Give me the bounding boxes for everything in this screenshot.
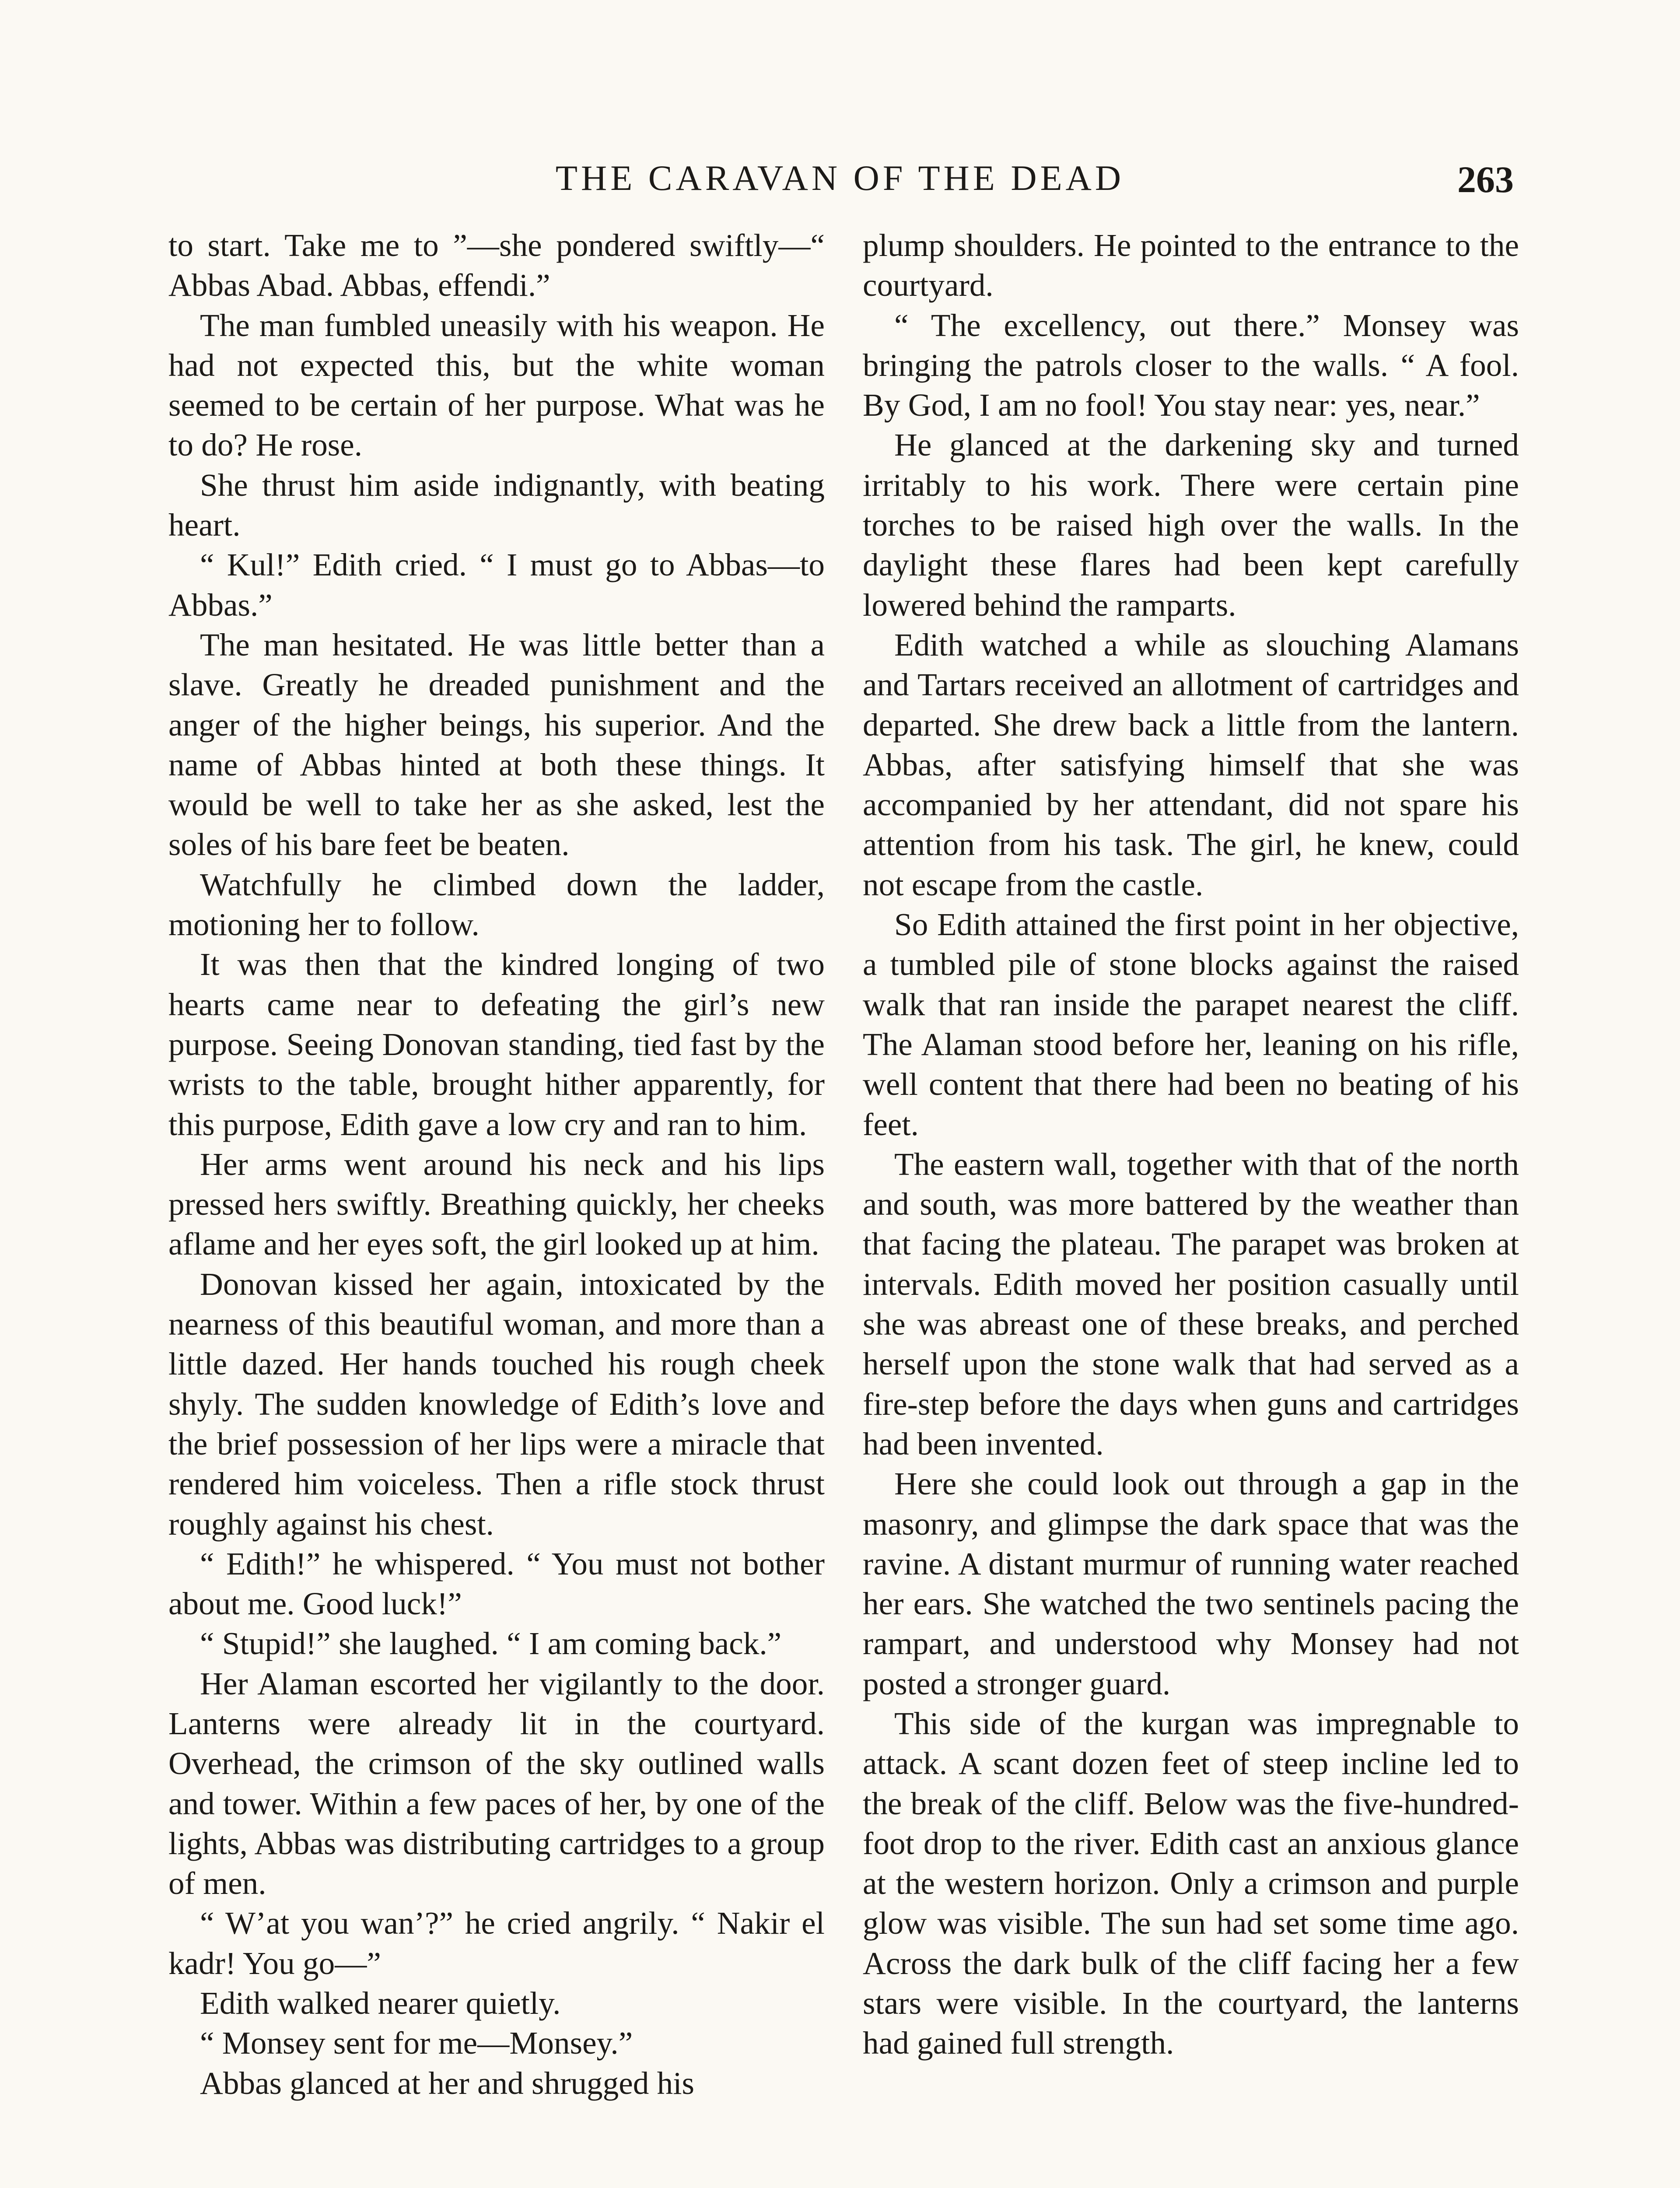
paragraph: The man fumbled uneasily with his weapon. He had not expected this, but the white woman seemed to be certain of her purpose. What was he to do? He rose. — [168, 307, 825, 463]
paragraph: “ W’at you wan’?” he cried angrily. “ Nakir el kadr! You go—” — [168, 1905, 825, 1981]
paragraph: Her Alaman escorted her vigilantly to the door. Lanterns were already lit in the courtyard. Overhead, the crimson of the sky outlined walls and tower. Within a few paces of her, by one of the lights, Abbas was distributing cartridges to a group of men. — [168, 1666, 825, 1901]
left-column — [168, 225, 825, 2103]
paragraph: This side of the kurgan was impregnable to attack. A scant dozen feet of steep incline led to the break of the cliff. Below was the five-hundred-foot drop to the river. Edith cast an anxious glance at the western horizon. Only a crimson and purple glow was visible. The sun had set some time ago. Across the dark bulk of the cliff facing her a few stars were visible. In the courtyard, the lanterns had gained full strength. — [863, 1705, 1519, 2061]
page-header — [166, 158, 1514, 201]
paragraph: to start. Take me to ”—she pondered swiftly—“ Abbas Abad. Abbas, effendi.” — [168, 228, 825, 303]
paragraph: The eastern wall, together with that of the north and south, was more battered by the weather than that facing the plateau. The parapet was broken at intervals. Edith moved her position casually until she was abreast one of these breaks, and perched herself upon the stone walk that had served as a fire-step before the days when guns and cartridges had been invented. — [863, 1146, 1519, 1462]
running-title: THE CARAVAN OF THE DEAD — [555, 158, 1125, 198]
paragraph: “ The excellency, out there.” Monsey was bringing the patrols closer to the walls. “ A fool. By God, I am no fool! You stay near: yes, near.” — [863, 307, 1519, 423]
paragraph: Edith walked nearer quietly. — [200, 1985, 561, 2021]
paragraph: “ Monsey sent for me—Monsey.” — [200, 2025, 633, 2061]
paragraph: “ Stupid!” she laughed. “ I am coming back.” — [200, 1626, 782, 1662]
paragraph: The man hesitated. He was little better than a slave. Greatly he dreaded punishment and the anger of the higher beings, his superior. And the name of Abbas hinted at both these things. It would be well to take her as she asked, lest the soles of his bare feet be beaten. — [168, 627, 825, 863]
paragraph: Her arms went around his neck and his lips pressed hers swiftly. Breathing quickly, her cheeks aflame and her eyes soft, the girl looked up at him. — [168, 1146, 825, 1262]
right-column — [863, 225, 1519, 2063]
paragraph: plump shoulders. He pointed to the entrance to the courtyard. — [863, 228, 1519, 303]
paragraph: She thrust him aside indignantly, with beating heart. — [168, 467, 825, 543]
paragraph: Here she could look out through a gap in the masonry, and glimpse the dark space that was the ravine. A distant murmur of running water reached her ears. She watched the two sentinels pacing the rampart, and understood why Monsey had not posted a stronger guard. — [863, 1466, 1519, 1701]
page-number: 263 — [1457, 158, 1514, 200]
paragraph: He glanced at the darkening sky and turned irritably to his work. There were certain pine torches to be raised high over the walls. In the daylight these flares had been kept carefully lowered behind the ramparts. — [863, 427, 1519, 623]
paragraph: It was then that the kindred longing of two hearts came near to defeating the girl’s new purpose. Seeing Donovan standing, tied fast by the wrists to the table, brought hither apparently, for this purpose, Edith gave a low cry and ran to him. — [168, 947, 825, 1142]
paragraph: So Edith attained the first point in her objective, a tumbled pile of stone blocks against the raised walk that ran inside the parapet nearest the cliff. The Alaman stood before her, leaning on his rifle, well content that there had been no beating of his feet. — [863, 907, 1519, 1142]
paragraph: Donovan kissed her again, intoxicated by the nearness of this beautiful woman, and more than a little dazed. Her hands touched his rough cheek shyly. The sudden knowledge of Edith’s love and the brief possession of her lips were a miracle that rendered him voiceless. Then a rifle stock thrust roughly against his chest. — [168, 1266, 825, 1542]
paragraph: Edith watched a while as slouching Alamans and Tartars received an allotment of cartridges and departed. She drew back a little from the lantern. Abbas, after satisfying himself that she was accompanied by her attendant, did not spare his attention from his task. The girl, he knew, could not escape from the castle. — [863, 627, 1519, 902]
paragraph: “ Edith!” he whispered. “ You must not bother about me. Good luck!” — [168, 1546, 825, 1622]
paragraph: Watchfully he climbed down the ladder, motioning her to follow. — [168, 866, 825, 943]
paragraph: Abbas glanced at her and shrugged his — [200, 2065, 695, 2101]
paragraph: “ Kul!” Edith cried. “ I must go to Abbas—to Abbas.” — [168, 547, 825, 623]
